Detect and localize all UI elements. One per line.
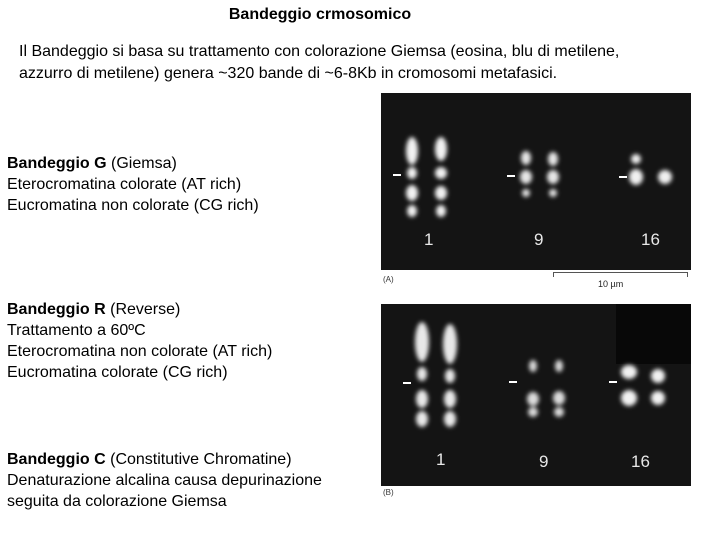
chromosome-pair-1	[406, 137, 447, 217]
c-banding-line: Denaturazione alcalina causa depurinazione	[7, 472, 322, 489]
r-banding-line: Eterocromatina non colorate (AT rich)	[7, 343, 273, 360]
chromosome-pair-1	[415, 322, 457, 427]
c-banding-block	[7, 449, 377, 512]
chromosome-number: 1	[436, 450, 446, 469]
r-banding-heading	[7, 299, 377, 320]
centromere-markers	[403, 382, 617, 383]
centromere-markers	[393, 175, 627, 177]
r-banding-line: Eucromatina colorate (CG rich)	[7, 364, 228, 381]
intro-line: azzurro di metilene) genera ~320 bande di ~6-8Kb in cromosomi metafasici.	[19, 65, 558, 82]
g-banding-heading	[7, 153, 377, 174]
r-banding-heading-bold: Bandeggio R	[7, 301, 106, 318]
chromosome-number: 1	[424, 230, 434, 249]
r-banding-heading-rest: (Reverse)	[105, 301, 181, 318]
g-banding-line: Eterocromatina colorate (AT rich)	[7, 176, 242, 193]
c-banding-heading	[7, 449, 377, 470]
scale-bar	[553, 272, 688, 277]
scale-bar-label: 10 µm	[598, 279, 624, 289]
chromosome-pair-16	[621, 365, 665, 406]
r-banding-line: Trattamento a 60ºC	[7, 322, 146, 339]
g-banding-heading-bold: Bandeggio G	[7, 155, 107, 172]
chromosome-number: 16	[631, 452, 650, 471]
page-title: Bandeggio crmosomico	[228, 6, 412, 23]
panel-a-label: (A)	[383, 275, 394, 284]
chromosome-number: 9	[534, 230, 544, 249]
c-banding-heading-bold: Bandeggio C	[7, 451, 106, 468]
chromosome-number: 16	[641, 230, 660, 249]
chromosome-pair-9	[520, 151, 559, 197]
g-banding-heading-rest: (Giemsa)	[106, 155, 177, 172]
g-banding-block	[7, 153, 377, 216]
c-banding-heading-rest: (Constitutive Chromatine)	[105, 451, 292, 468]
chromosome-pair-9	[527, 360, 565, 417]
chromosome-pair-16	[629, 154, 672, 185]
r-banding-block	[7, 299, 377, 383]
c-banding-line: seguita da colorazione Giemsa	[7, 493, 227, 510]
g-banding-line: Eucromatina non colorate (CG rich)	[7, 197, 259, 214]
chromosome-number: 9	[539, 452, 549, 471]
intro-paragraph	[19, 41, 709, 85]
panel-b-label: (B)	[383, 488, 394, 497]
intro-line: Il Bandeggio si basa su trattamento con colorazione Giemsa (eosina, blu di metilene,	[19, 43, 620, 60]
